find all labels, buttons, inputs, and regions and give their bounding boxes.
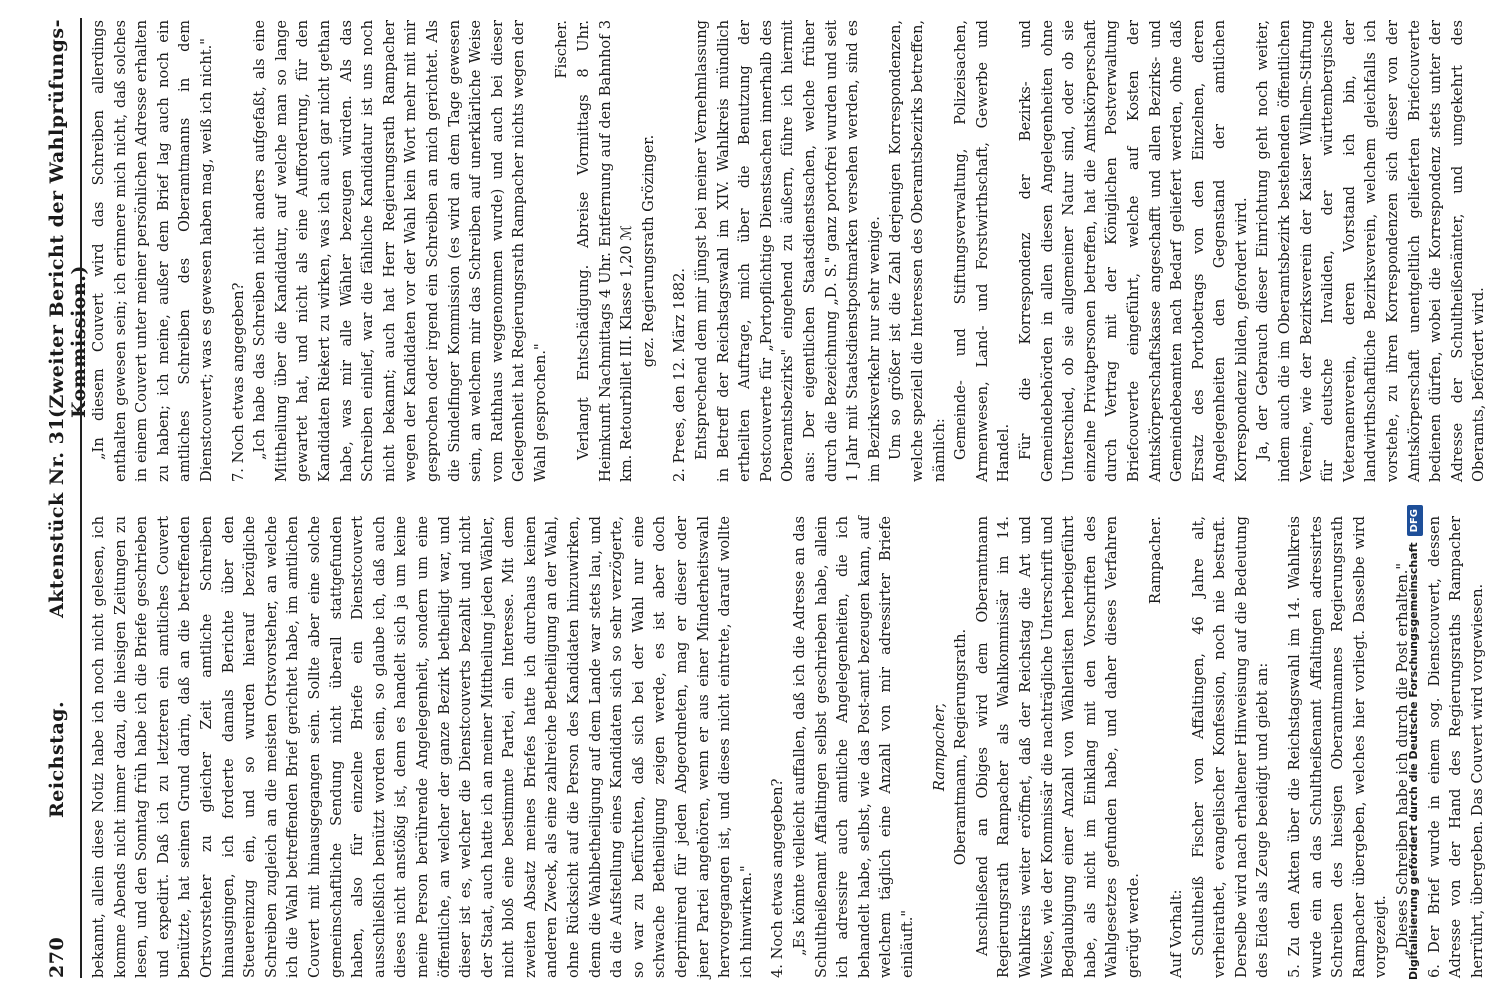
left-column-paragraph: bekannt, allein diese Notiz habe ich noch nicht gelesen, ich komme Abends nicht immer dazu, die hiesigen Zeitungen zu lesen, und den Sonntag früh habe ich die Briefe geschrieben und expedirt. Daß ich zu letzteren ein amtliches Couvert benützte, hat seinen Grund darin, daß an die betreffenden Ortsvorsteher zu gleicher Zeit amtliche Schreiben hinausgingen, ich forderte damals Berichte über den Steuereinzug ein, und so wurden hierauf bezügliche Schreiben zugleich an die meisten Ortsvorsteher, an welche ich die Wahl betreffenden Brief gerichtet habe, im amtlichen Couvert mit hinausgegangen sein. Sollte aber eine solche gemeinschaftliche Sendung nicht überall stattgefunden haben, also für einzelne Briefe ein Dienstcouvert ausschließlich benützt worden sein, so glaube ich, daß auch dieses nicht anstößig ist, denn es handelt sich ja um keine meine Person berührende Angelegenheit, sondern um eine öffentliche, an welcher der ganze Bezirk betheiligt war, und dieser ist es, welcher die Dienstcouverts bezahlt und nicht der Staat, auch hatte ich an meiner Mittheilung jeden Wähler, nicht bloß eine bestimmte Partei, ein Interesse. Mit dem zweiten Absatz meines Briefes hatte ich durchaus keinen anderen Zweck, als eine zahlreiche Betheiligung an der Wahl, ohne Rücksicht auf die Person des Kandidaten hinzuwirken, denn die Wahlbetheiligung auf dem Lande war stets lau, und da die Aufstellung eines Kandidaten sich so sehr verzögerte, so war zu befürchten, daß sich bei der Wahl nur eine schwache Betheiligung zeigen werde, es ist aber doch deprimirend für jeden Abgeordneten, mag er dieser oder jener Partei angehören, wenn er aus einer Minderheitswahl hervorgegangen ist, und dieses nicht eintrete, darauf wollte ich hinwirken." [90,516,755,978]
right-column [88,20,1488,482]
digitization-credit [1403,20,1425,980]
right-column-paragraph: Ja, der Gebrauch dieser Einrichtung geht noch weiter, indem auch die im Oberamtsbezirk bestehenden öffentlichen Vereine, wie der Bezirksverein der Kaiser Wilhelm-Stiftung für deutsche Invaliden, der württembergische Veteranenverein, deren Vorstand ich bin, der landwirthschaftliche Bezirksverein, welchem gleichfalls ich vorstehe, zu ihren Korrespondenzen sich dieser von der Amtskörperschaft unentgeltlich gelieferten Briefcouverte bedienen dürfen, wobei die Korrespondenz stets unter der Adresse der Schultheißenämter, und umgekehrt des Oberamts, befördert wird. [1254,20,1488,482]
left-column-paragraph: Oberamtmann, Regierungsrath. [952,628,970,866]
right-column-paragraph: gez. Regierungsrath Grözinger. [639,134,657,368]
left-column-paragraph: Anschließend an Obiges wird dem Oberamtmann Regierungsrath Rampacher als Wahlkommissär im 14. Wahlkreis weiter eröffnet, daß der Reichstag die Art und Weise, wie der Kommissär die nachträgliche Unterschrift und Beglaubigung einer Anzahl von Wählerlisten herbeigeführt habe, als nicht im Einklang mit den Vorschriften des Wahlgesetzes gefunden habe, und daher dieses Verfahren gerügt werde. [973,516,1142,978]
right-column-paragraph: „Ich habe das Schreiben nicht anders aufgefaßt, als eine Mittheilung über die Kandidatur, auf welche man so lange gewartet hat, und nicht als eine Aufforderung, für den Kandidaten Riekert zu wirken, was ich auch gar nicht gethan habe, was mir alle Wähler bezeugen würden. Als das Schreiben einlief, war die fähliche Kandidatur ist uns noch nicht bekannt; auch hat Herr Regierungsrath Rampacher wegen der Kandidaten vor der Wahl kein Wort mehr mit mir gesprochen oder irgend ein Schreiben an mich gerichtet. Als die Sindelfinger Kommission (es wird an dem Tage gewesen sein, an welchem mir das Schreiben auf unerklärliche Weise vom Rathhaus weggenommen wurde) und auch bei dieser Gelegenheit hat Regierungsrath Rampacher nichts wegen der Wahl gesprochen." [251,20,549,482]
left-column-paragraph: Schultheiß Fischer von Affaltingen, 46 Jahre alt, verheirathet, evangelischer Konfession, noch nie bestraft. Derselbe wird nach erhaltener Hinweisung auf die Bedeutung des Eides als Zeuge beeidigt und giebt an: [1189,516,1272,978]
left-column-paragraph: „Dieses Schreiben habe ich durch die Post erhalten." [1394,562,1412,956]
left-column-paragraph: Auf Vorhalt: [1168,889,1186,978]
right-column-paragraph: Fischer. [553,20,571,79]
digitization-credit-text: Digitalisierung gefördert durch die Deutsche Forschungsgemeinschaft [1407,542,1420,980]
header-right: (Zweiter Bericht der Wahlprüfungs-Kommission.) [46,19,90,418]
header-center: Aktenstück Nr. 31. [46,409,68,618]
page-header [40,18,90,978]
right-column-paragraph: Gemeinde- und Stiftungsverwaltung, Polizeisachen, Armenwesen, Land- und Forstwirthschaft, Gewerbe und Handel. [952,20,1013,482]
left-column-paragraph: 6. Der Brief wurde in einem sog. Dienstcouvert, dessen Adresse von der Hand des Regierungsraths Rampacher herrührt, übergeben. Das Couvert wird vorgewiesen. [1425,516,1486,978]
right-column-paragraph: Um so größer ist die Zahl derjenigen Korrespondenzen, welche speziell die Interessen des Oberamtsbezirks betreffen, nämlich: [887,20,948,482]
digitization-sidebar [1403,20,1425,980]
header-left: Reichstag. [46,700,68,818]
dfg-logo: DFG [1407,505,1423,536]
header-rule [80,18,82,978]
right-column-paragraph: 7. Noch etwas angegeben? [229,282,247,482]
right-column-paragraph: Verlangt Entschädigung. Abreise Vormittags 8 Uhr. Heimkunft Nachmittags 4 Uhr. Entfernung auf den Bahnhof 3 km. Retourbillet III. Klasse 1,20 ℳ [575,20,636,482]
left-column-paragraph: 5. Zu den Akten über die Reichstagswahl im 14. Wahlkreis wurde ein an das Schultheißenamt Affaltingen adressirtes Schreiben des hiesigen Oberamtmannes Regierungsrath Rampacher übergeben, welches hier vorliegt. Dasselbe wird vorgezeigt. [1286,516,1390,978]
right-column-paragraph: „In diesem Couvert wird das Schreiben allerdings enthalten gewesen sein; ich erinnere mich nicht, daß solches in einem Couvert unter meiner persönlichen Adresse erhalten zu haben; ich meine, außer dem Brief lag auch noch ein amtliches Schreiben des Oberamtmanns in dem Dienstcouvert; was es gewesen haben mag, weiß ich nicht." [90,20,215,482]
right-column-paragraph: Für die Korrespondenz der Bezirks- und Gemeindebehörden in allen diesen Angelegenheiten ohne Unterschied, ob sie allgemeiner Natur sind, oder ob sie einzelne Privatpersonen betreffen, hat die Amtskörperschaft durch Vertrag mit der Königlichen Postverwaltung Briefcouverte eingeführt, welche auf Kosten der Amtskörperschaftskasse angeschafft und allen Bezirks- und Gemeindebeamten nach Bedarf geliefert werden, ohne daß Ersatz des Portobetrags von den Einzelnen, deren Angelegenheiten den Gegenstand der amtlichen Korrespondenz bilden, gefordert wird. [1016,20,1250,482]
left-column-paragraph: Rampacher, [930,702,948,792]
left-column-paragraph: 4. Noch etwas angegeben? [769,778,787,978]
left-column-paragraph: „Es könnte vielleicht auffallen, daß ich die Adresse an das Schultheißenamt Affaltingen selbst geschrieben habe, allein ich adressire auch amtliche Angelegenheiten, die ich behandelt habe, selbst, wie das Post-amt bezeugen kann, auf welchem täglich eine Anzahl von mir adressirter Briefe einläuft." [791,516,916,978]
left-column-paragraph: Rampacher. [1146,516,1164,605]
right-column-paragraph: Entsprechend dem mir jüngst bei meiner Vernehmlassung in Betreff der Reichstagswahl im XIV. Wahlkreis mündlich ertheilten Auftrage, mich über die Benutzung der Postcouverte für „Portopflichtige Dienstsachen innerhalb des Oberamtsbezirks" eingehend zu äußern, führe ich hiermit aus: Der eigentlichen Staatsdienstsachen, welche früher durch die Bezeichnung „D. S." ganz portofrei wurden und seit 1 Jahr mit Staatsdienstpostmarken versehen werden, sind es im Bezirksverkehr nur sehr wenige. [693,20,883,482]
right-column-paragraph: 2. Prees, den 12. März 1882. [671,268,689,482]
page-number: 270 [46,936,68,978]
